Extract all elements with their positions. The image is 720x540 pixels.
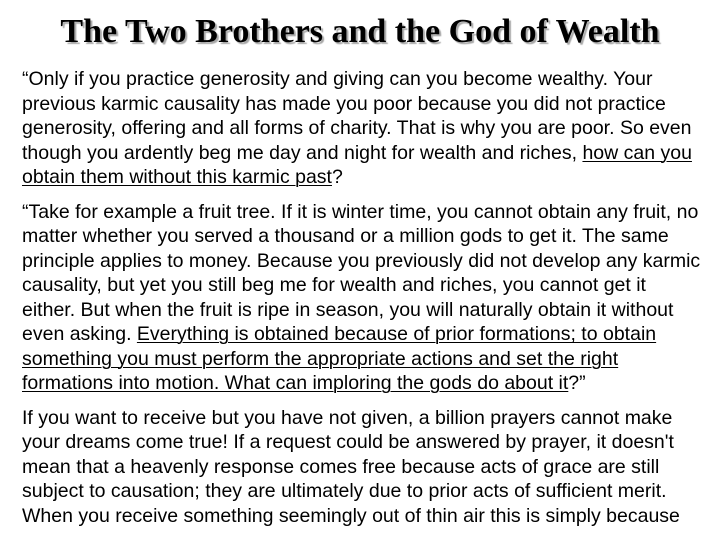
text-segment: ?: [331, 166, 343, 188]
underlined-text: Everything is obtained because of prior formations; to obtain something you must perform the appropriate actions and set the right formations into motion. What can imploring the gods do about it: [22, 323, 657, 394]
paragraph-2: [22, 200, 704, 396]
paragraph-1: [22, 67, 704, 190]
paragraph-3: [22, 406, 704, 529]
slide-title: The Two Brothers and the God of Wealth: [60, 13, 660, 50]
text-segment: If you want to receive but you have not given, a billion prayers cannot make your dreams come true! If a request could be answered by prayer, it doesn't mean that a heavenly response comes free because acts of grace are still subject to causation; they are ultimately due to prior acts of sufficient merit. When you receive something seemingly out of thin air this is simply because: [22, 406, 680, 527]
text-segment: “Only if you practice generosity and giving can you become wealthy. Your previous karmic causality has made you poor because you did not practice generosity, offering and all forms of charity. That is why you are poor. So even though you ardently beg me day and night for wealth and riches,: [22, 68, 692, 164]
text-segment: ?”: [568, 372, 586, 394]
slide-body: [22, 67, 704, 538]
text-segment: “Take for example a fruit tree. If it is winter time, you cannot obtain any fruit, no matter whether you served a thousand or a million gods to get it. The same principle applies to money. Because you previously did not develop any karmic causality, but yet you still beg me for wealth and riches, you cannot get it either. But when the fruit is ripe in season, you will naturally obtain it without even asking.: [22, 200, 701, 345]
underlined-text: how can you obtain them without this karmic past: [22, 141, 692, 188]
